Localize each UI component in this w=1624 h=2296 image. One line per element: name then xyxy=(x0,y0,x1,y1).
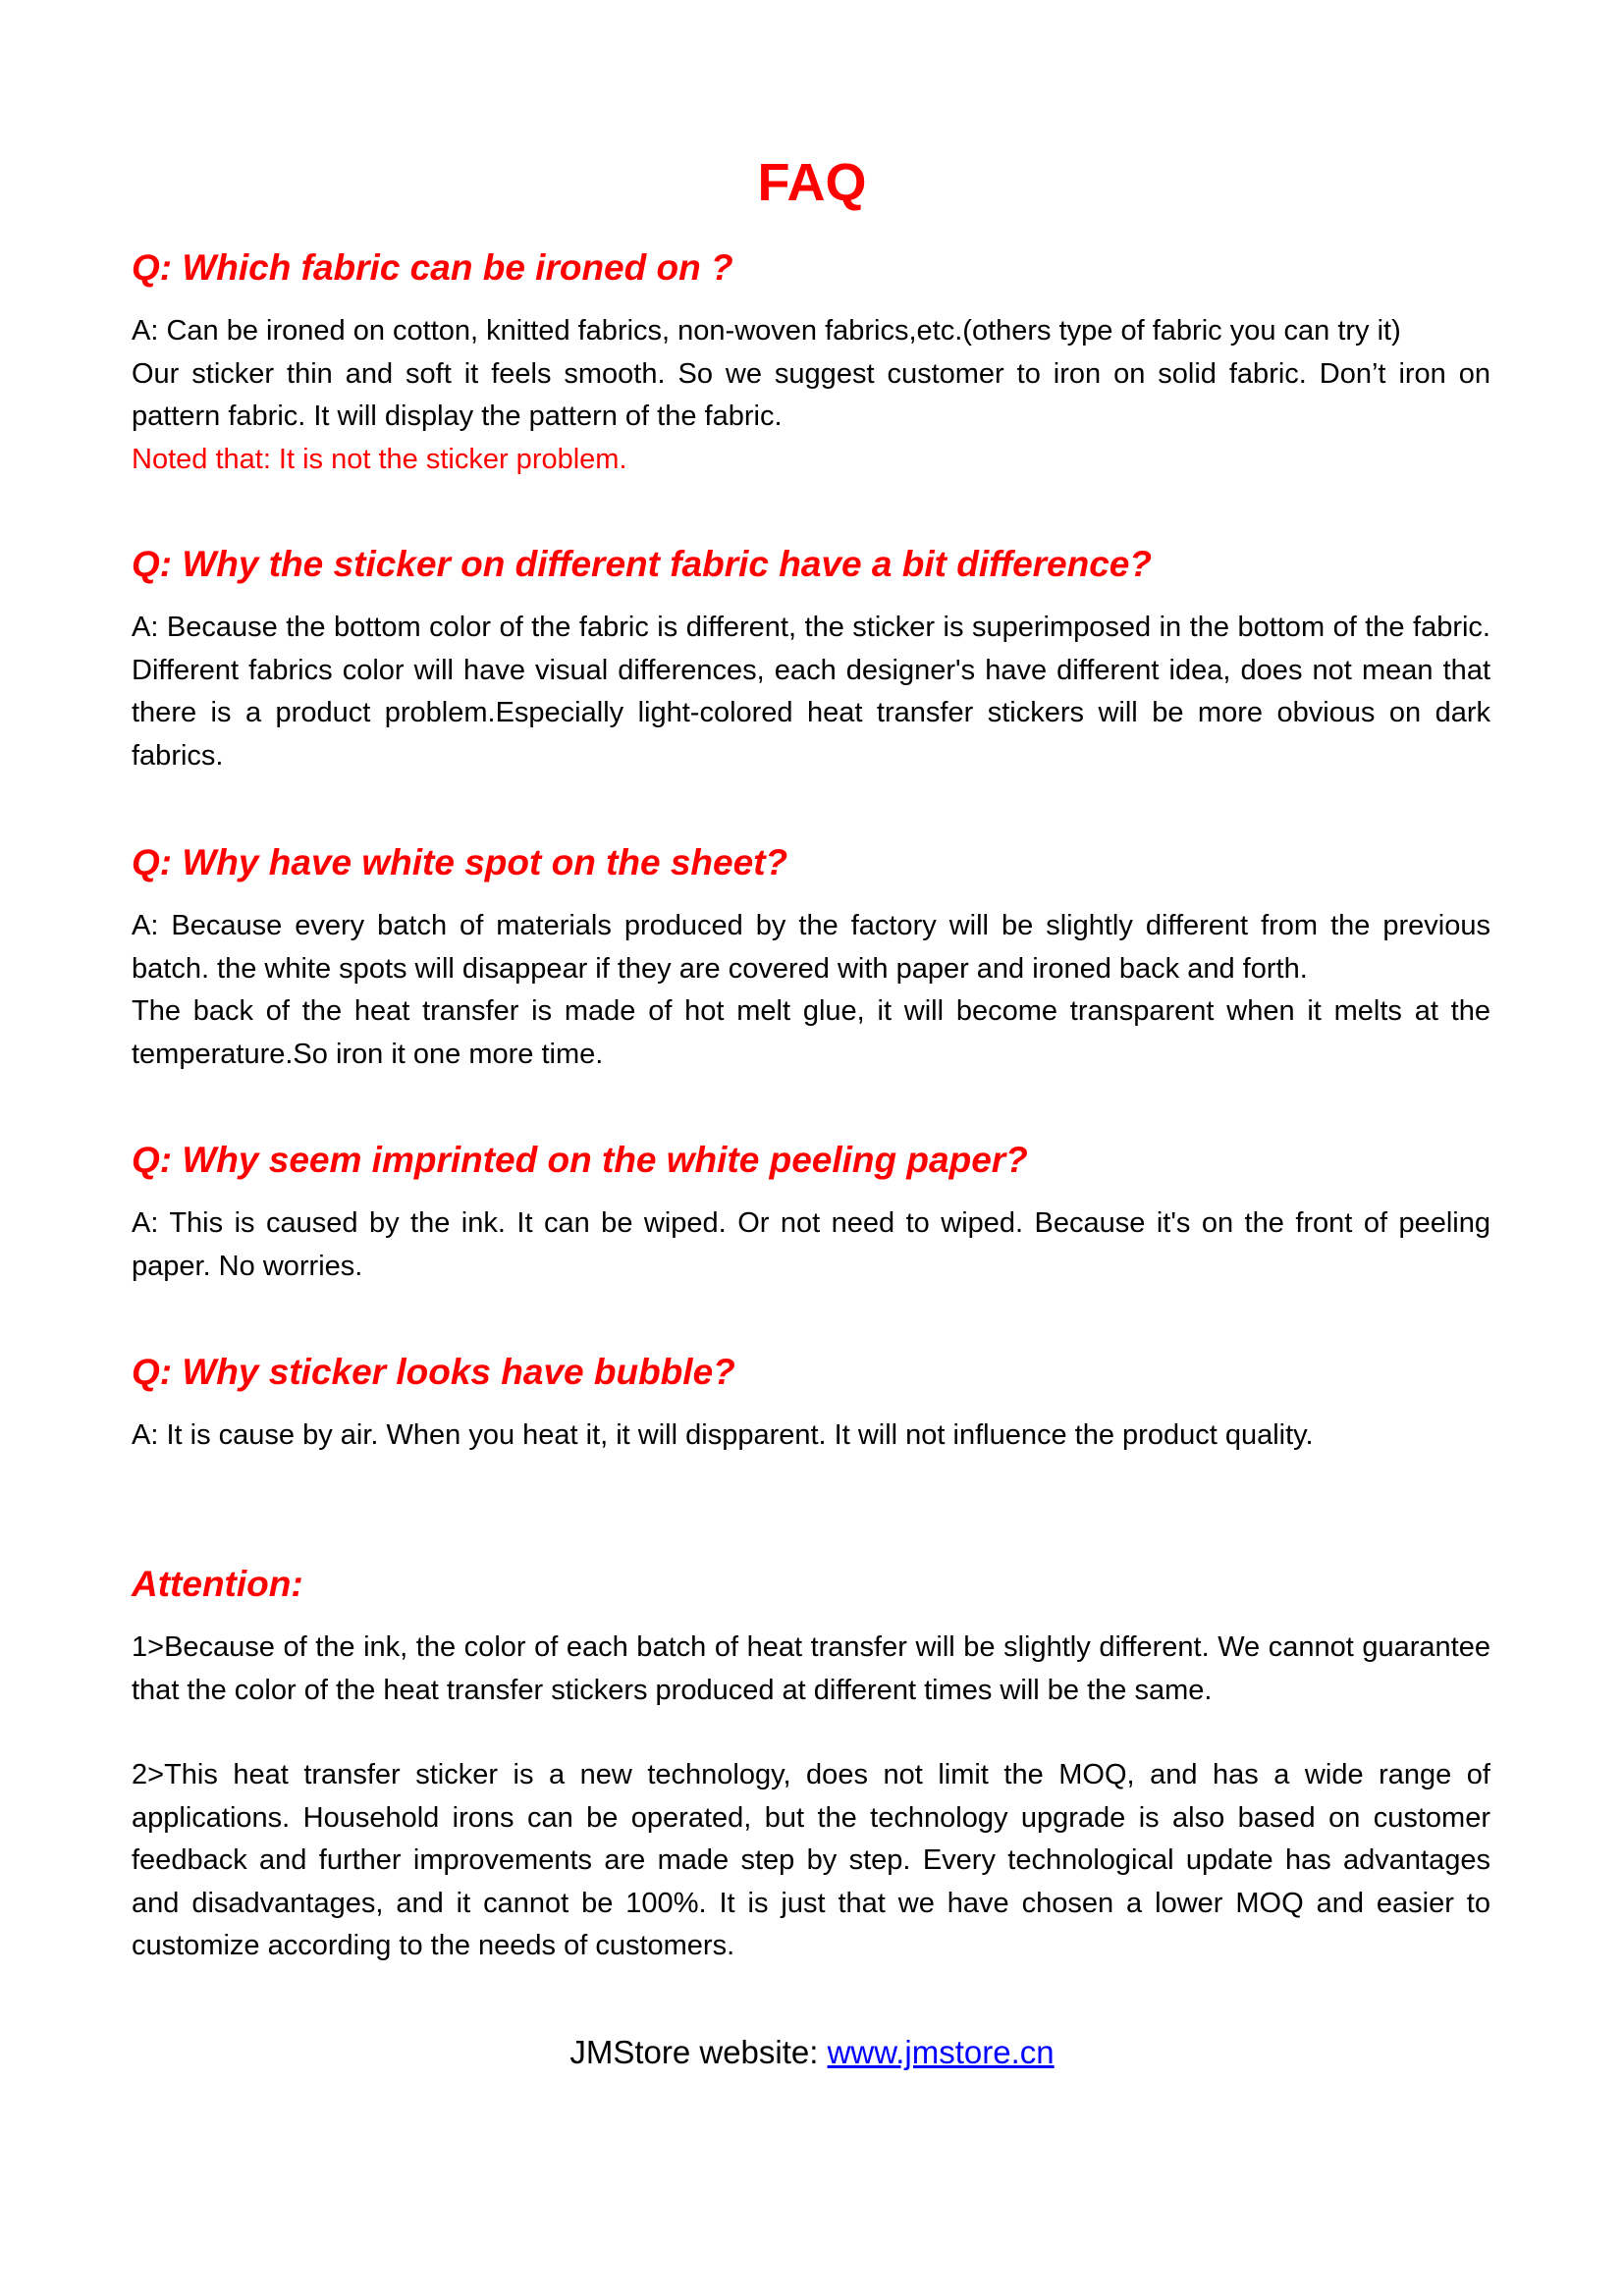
question-heading: Q: Why seem imprinted on the white peeling paper? xyxy=(132,1140,1028,1180)
answer-text: The back of the heat transfer is made of hot melt glue, it will become transparent when it melts at the temperature.So iron it one more time. xyxy=(132,995,1490,1070)
answer-text: Our sticker thin and soft it feels smooth. So we suggest customer to iron on solid fabric. Don’t iron on pattern fabric. It will display the pattern of the fabric. xyxy=(132,357,1490,432)
faq-item-3 xyxy=(132,838,1490,1076)
faq-item-5 xyxy=(132,1348,1490,1458)
faq-item-1 xyxy=(132,243,1490,481)
faq-item-2 xyxy=(132,540,1490,777)
question-heading: Q: Why sticker looks have bubble? xyxy=(132,1352,735,1392)
attention-item: 2>This heat transfer sticker is a new technology, does not limit the MOQ, and has a wide range of applications. Household irons can be operated, but the technology upgrade is also based on customer feedback and further improvements are made step by step. Every technological update has advantages and disadvantages, and it cannot be 100%. It is just that we have chosen a lower MOQ and easier to customize according to the needs of customers. xyxy=(132,1759,1490,1961)
page-title: FAQ xyxy=(757,153,867,212)
answer-text: A: Because every batch of materials produced by the factory will be slightly different from the previous batch. the white spots will disappear if they are covered with paper and ironed back and forth. xyxy=(132,910,1490,985)
answer-text: A: Because the bottom color of the fabric is different, the sticker is superimposed in the bottom of the fabric. Different fabrics color will have visual differences, each designer's have different idea, does not mean that there is a product problem.Especially light-colored heat transfer stickers will be more obvious on dark fabrics. xyxy=(132,612,1490,772)
footer-label: JMStore website: xyxy=(569,2034,828,2070)
question-heading: Q: Why have white spot on the sheet? xyxy=(132,842,788,882)
faq-item-4 xyxy=(132,1136,1490,1288)
note-text: Noted that: It is not the sticker problem. xyxy=(132,443,627,475)
answer-text: A: This is caused by the ink. It can be wiped. Or not need to wiped. Because it's on the front of peeling paper. No worries. xyxy=(132,1207,1490,1282)
answer-text: A: Can be ironed on cotton, knitted fabrics, non-woven fabrics,etc.(others type of fabric you can try it) xyxy=(132,315,1401,347)
attention-heading: Attention: xyxy=(132,1564,303,1604)
website-link[interactable]: www.jmstore.cn xyxy=(827,2034,1055,2070)
answer-text: A: It is cause by air. When you heat it, it will dispparent. It will not influence the product quality. xyxy=(132,1419,1314,1451)
attention-item: 1>Because of the ink, the color of each batch of heat transfer will be slightly different. We cannot guarantee that the color of the heat transfer stickers produced at different times will be the same. xyxy=(132,1631,1490,1706)
footer xyxy=(0,2032,1624,2073)
question-heading: Q: Which fabric can be ironed on ? xyxy=(132,247,733,288)
question-heading: Q: Why the sticker on different fabric have a bit difference? xyxy=(132,544,1152,584)
attention-section xyxy=(132,1560,1490,1968)
